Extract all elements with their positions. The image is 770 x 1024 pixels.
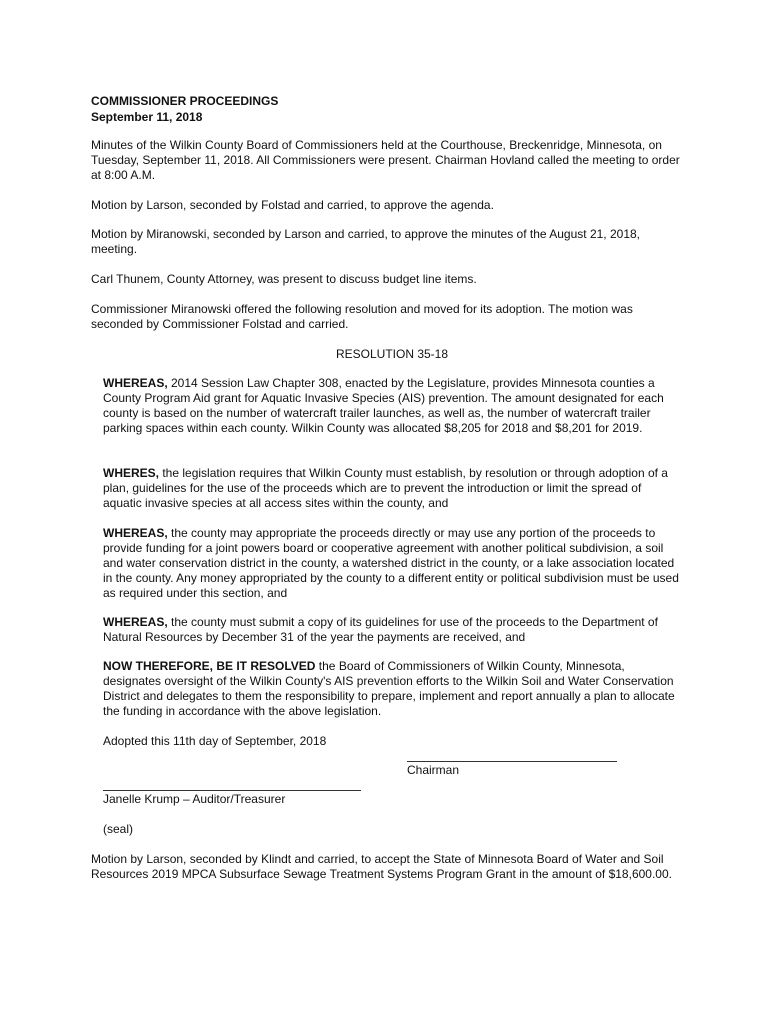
resolution-clause-3 bbox=[103, 526, 681, 601]
clause-lead: NOW THEREFORE, BE IT RESOLVED bbox=[103, 659, 316, 673]
document-title: COMMISSIONER PROCEEDINGS bbox=[91, 94, 279, 108]
resolution-clause-1 bbox=[103, 376, 681, 436]
clause-text: 2014 Session Law Chapter 308, enacted by the Legislature, provides Minnesota counties a County Program Aid grant for Aquatic Invasive Species (AIS) prevention. The amount designated for each county is based on the number of watercraft trailer launches, as well as, the number of watercraft trailer parking spaces within each county. Wilkin County was allocated $8,205 for 2018 and $8,201 for 2019. bbox=[103, 376, 664, 435]
paragraph-attorney: Carl Thunem, County Attorney, was present to discuss budget line items. bbox=[91, 272, 477, 286]
clause-lead: WHERES, bbox=[103, 466, 160, 480]
clause-lead: WHEREAS, bbox=[103, 615, 168, 629]
adopted-line: Adopted this 11th day of September, 2018 bbox=[103, 734, 327, 748]
paragraph-grant-motion: Motion by Larson, seconded by Klindt and carried, to accept the State of Minnesota Board of Water and Soil Resources 2019 MPCA Subsurface Sewage Treatment Systems Program Grant in the amount of $18,600.00. bbox=[91, 852, 672, 881]
paragraph-minutes-intro: Minutes of the Wilkin County Board of Commissioners held at the Courthouse, Breckenridge, Minnesota, on Tuesday, September 11, 2018. All Commissioners were present. Chairman Hovland called the meeting to order at 8:00 A.M. bbox=[91, 138, 680, 182]
resolution-clause-4 bbox=[103, 615, 681, 645]
clause-text: the county may appropriate the proceeds directly or may use any portion of the proceeds to provide funding for a joint powers board or cooperative agreement with another political subdivision, a soil and water conservation district in the county, a watershed district in the county, or a lake association located in the county. Any money appropriated by the county to a different entity or political subdivision must be used as required under this section, and bbox=[103, 526, 679, 600]
resolution-title: RESOLUTION 35-18 bbox=[335, 347, 449, 361]
auditor-signature-line bbox=[103, 790, 361, 791]
paragraph-agenda-motion: Motion by Larson, seconded by Folstad and carried, to approve the agenda. bbox=[91, 198, 494, 212]
clause-lead: WHEREAS, bbox=[103, 376, 168, 390]
chairman-label: Chairman bbox=[407, 763, 460, 777]
paragraph-minutes-motion: Motion by Miranowski, seconded by Larson and carried, to approve the minutes of the August 21, 2018, meeting. bbox=[91, 227, 640, 256]
clause-text: the county must submit a copy of its guidelines for use of the proceeds to the Department of Natural Resources by December 31 of the year the payments are received, and bbox=[103, 615, 658, 644]
document-date: September 11, 2018 bbox=[91, 110, 203, 124]
seal-label: (seal) bbox=[103, 822, 134, 836]
clause-lead: WHEREAS, bbox=[103, 526, 168, 540]
auditor-label: Janelle Krump – Auditor/Treasurer bbox=[103, 792, 286, 806]
chairman-signature-line bbox=[407, 761, 617, 762]
clause-text: the legislation requires that Wilkin County must establish, by resolution or through adoption of a plan, guidelines for the use of the proceeds which are to prevent the introduction or limit the spread of aquatic invasive species at all access sites within the county, and bbox=[103, 466, 668, 510]
resolution-clause-2 bbox=[103, 466, 681, 511]
resolution-clause-5 bbox=[103, 659, 681, 719]
paragraph-resolution-offer: Commissioner Miranowski offered the following resolution and moved for its adoption. The motion was seconded by Commissioner Folstad and carried. bbox=[91, 302, 633, 331]
clause-text: the Board of Commissioners of Wilkin County, Minnesota, designates oversight of the Wilkin County's AIS prevention efforts to the Wilkin Soil and Water Conservation District and delegates to them the responsibility to prepare, implement and report annually a plan to allocate the funding in accordance with the above legislation. bbox=[103, 659, 675, 718]
